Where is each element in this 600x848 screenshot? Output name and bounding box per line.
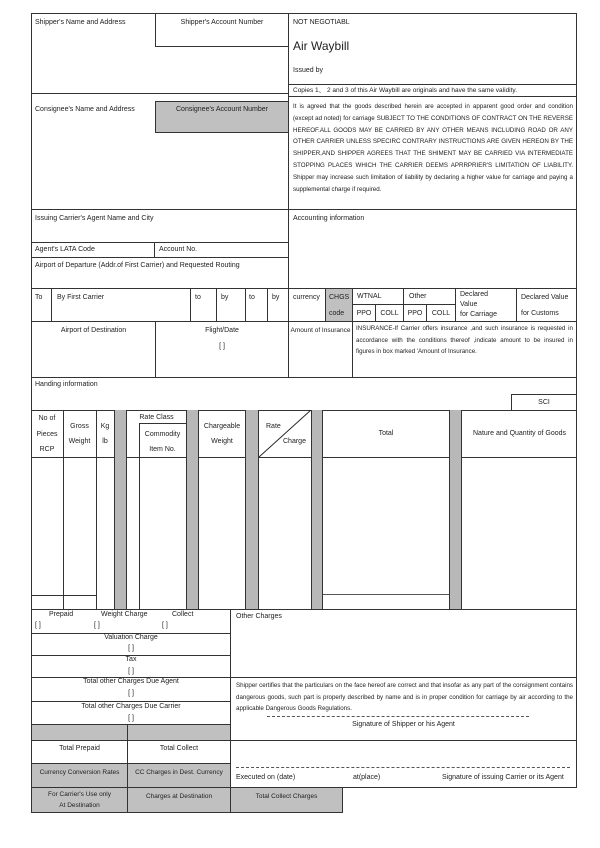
shipper-signature-line[interactable] [267,716,529,717]
gross-label-2: Weight [68,438,91,445]
total-collect-charges-label: Total Collect Charges [255,793,318,800]
declared-carriage-label-2: Value [460,301,478,308]
conversion-rates-label: Currency Conversion Rates [39,769,120,776]
commodity-label-1: Commodity [144,431,181,438]
chargeable-label-1: Chargeable [203,423,241,430]
to-label: To [35,294,43,301]
lata-code-label: Agent's LATA Code [35,246,95,253]
gray-separator [245,410,259,610]
gray-separator [186,410,199,610]
wtval-coll-label: COLL [380,310,399,317]
charges-destination-label: Charges at Destination [145,793,213,800]
gray-prepaid-cell [31,724,128,741]
commodity-divider [139,423,186,424]
declared-carriage-label-3: for Carriage [460,311,497,318]
nature-goods-label: Nature and Quantity of Goods [473,430,566,437]
by2-label: by [221,294,229,301]
shipper-signature-label: Signature of Shipper or his Agent [352,721,455,728]
wtval-ppd-label: PPO [356,310,372,317]
weight-charge-label: Weight Charge [101,611,148,618]
conditions-text: It is agreed that the goods described herein are accepted in apparent good order and condition (except ad noted) for carriage SUBJECT TO THE CONDITIONS OF CONTRACT ON THE REVERSE HEREOF.ALL GOODS MAY BE CARRIED BY ANY OTHER MEANS INCLUDING ROAD OR ANY OTHER CARRIER UNLESS SPECIRC CONTRARY INSTRUCTIONS ARE GIVEN HEREON BY THE SHIPPER,AND SHIPPER AGREES THAT THE SHIMENT MAY BE CARRIED VIA INTERMEDIATE STOPPING PLACES WHICH THE CARRIER DEEMS APRRPRIER'S LIMITATION OF LIABILITY. Shipper may increase such limitation of liability by declaring a higher value for carriage and paying a supplemental charge if required. [293,103,573,193]
collect-field[interactable]: [ ] [162,622,168,629]
air-waybill-form [31,13,577,813]
currency-label: currency [293,294,320,301]
carrier-signature-label: Signature of issuing Carrier or its Agent [442,774,564,781]
executed-on-label: Executed on (date) [236,774,296,781]
other-ppd-label: PPO [407,310,423,317]
to3-label: to [249,294,255,301]
prepaid-field[interactable]: [ ] [35,622,41,629]
wtval-label: WTNAL [357,293,382,300]
rate-label: Rate [266,423,281,430]
chargeable-label-2: Weight [211,438,233,445]
rate-class-label: Rate Class [139,414,174,421]
gross-label-1: Gross [70,423,89,430]
gray-separator [449,410,462,610]
collect-label: Collect [172,611,194,618]
valuation-charge-field[interactable]: [ ] [128,645,134,652]
insurance-info-text: INSURANCE-If Carrier offers insurance ,and such insurance is requested in accordance with the conditions thereof ,indicate amount to be insured in figures in box marked 'Amount of Insurance. [356,325,573,355]
tax-field[interactable]: [ ] [128,668,134,675]
prepaid-label: Prepaid [49,611,74,618]
shipper-account-label: Shipper's Account Number [180,19,264,26]
due-carrier-label: Total other Charges Due Carrier [81,703,181,710]
other-label: Other [409,293,427,300]
kg-label: Kg [100,423,110,430]
due-carrier-field[interactable]: [ ] [128,715,134,722]
weight-charge-field[interactable]: [ ] [94,622,100,629]
chgs-label: CHGS [329,294,350,301]
by3-label: by [272,294,280,301]
total-collect-label: Total Collect [159,745,199,752]
gray-separator [114,410,127,610]
pieces-label-1: No of [38,415,56,422]
accounting-label: Accounting information [293,215,365,222]
consignee-name-label: Consignee's Name and Address [35,106,135,113]
cc-charges-label: CC Charges in Dest. Currency [135,769,223,776]
first-carrier-label: By First Carrier [57,294,105,301]
pieces-total-divider [31,595,96,596]
total-label: Total [378,430,394,437]
carrier-use-label-1: For Carrier's Use only [47,791,111,798]
other-charges-box[interactable] [230,609,577,678]
consignee-account-label: Consignee's Account Number [176,106,268,113]
at-place-label: at(place) [353,774,381,781]
flight-date-field[interactable]: [ ] [219,343,225,350]
lb-label: lb [102,438,108,445]
total-sum-divider [323,594,449,595]
due-agent-label: Total other Charges Due Agent [83,678,179,685]
declared-customs-label-1: Declared Value [521,294,569,301]
rate-charge-diagonal [259,410,311,458]
execution-line[interactable] [236,767,570,768]
handling-label: Handing information [35,381,98,388]
charge-label: Charge [283,438,306,445]
commodity-label-2: Item No. [149,446,176,453]
destination-airport-label: Airport of Destination [60,327,127,334]
pieces-label-3: RCP [39,446,55,453]
other-coll-label: COLL [431,310,451,317]
total-prepaid-label: Total Prepaid [59,745,100,752]
page-title: Air Waybill [293,39,350,53]
handling-box[interactable] [31,377,577,411]
tax-label: Tax [125,656,137,663]
copies-text: Copies 1、 2 and 3 of this Air Waybill are originals and have the same validity. [293,87,518,94]
declared-carriage-label-1: Declared [460,291,489,298]
gray-collect-cell [127,724,231,741]
other-charges-label: Other Charges [236,613,282,620]
to2-label: to [195,294,201,301]
due-agent-field[interactable]: [ ] [128,690,134,697]
not-negotiable: NOT NEGOTIABL [293,19,350,26]
issuing-agent-label: Issuing Carrier's Agent Name and City [35,215,154,222]
departure-label: Airport of Departure (Addr.of First Carrier) and Requested Routing [35,262,240,269]
account-no-label: Account No. [159,246,198,253]
shipper-name-label: Shipper's Name and Address [35,19,126,26]
code-label: code [329,310,345,317]
carrier-use-label-2: At Destination [59,802,100,809]
declared-customs-label-2: for Customs [521,310,559,317]
certification-text: Shipper certifies that the particulars on the face hereof are correct and that insofar as any part of the consignment contains dangerous goods, such part is properly described by name and is in proper condition for carriage by air according to the applicable Dangerous Goods Regulations. [236,682,573,712]
insurance-amount-label: Amount of Insurance [290,327,351,334]
sci-label: SCI [538,399,550,406]
flight-date-label: Flight/Date [205,327,239,334]
issued-by-label: Issued by [293,67,323,74]
pieces-label-2: Pieces [36,431,58,438]
gray-separator [311,410,323,610]
valuation-charge-label: Valuation Charge [104,634,158,641]
